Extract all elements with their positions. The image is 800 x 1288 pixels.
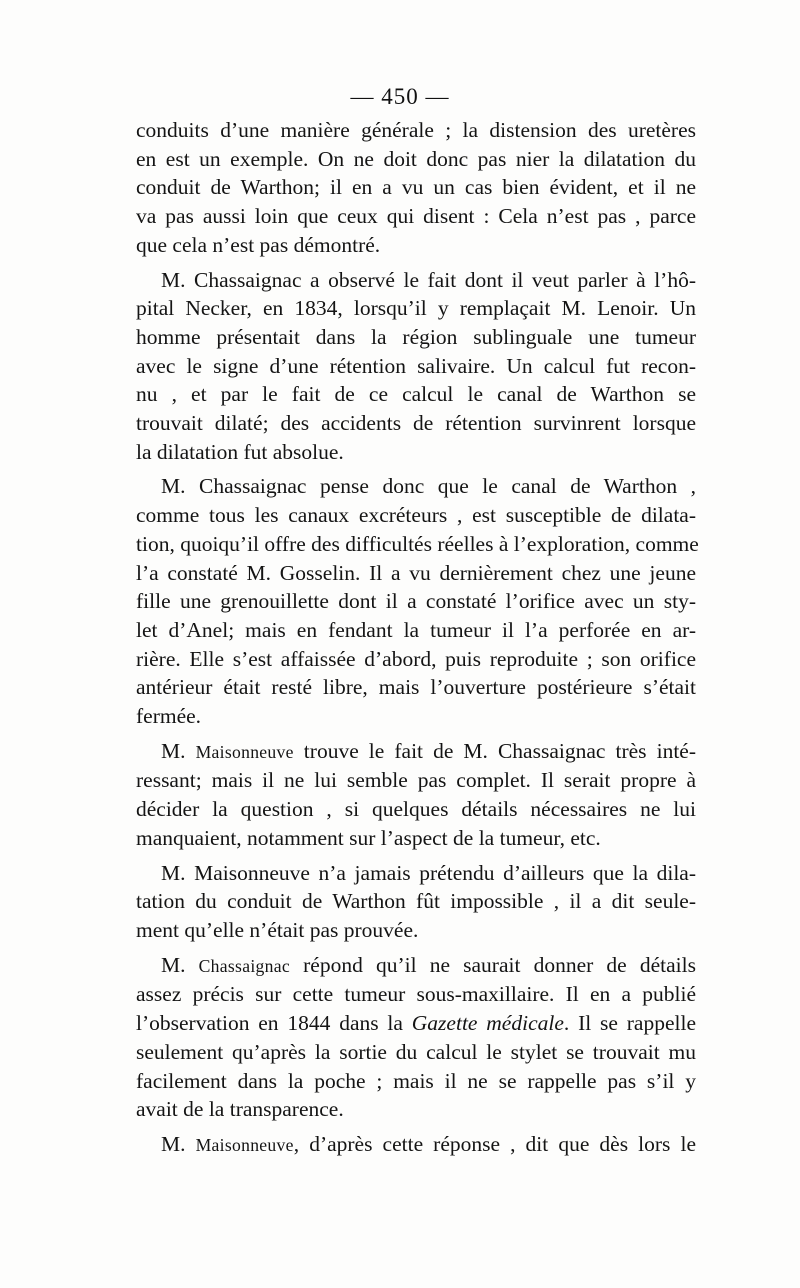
text-line: va pas aussi loin que ceux qui disent : Cela n’est pas , parce — [136, 204, 696, 229]
text-line: avait de la transparence. — [136, 1097, 344, 1122]
page-number: — 450 — — [350, 84, 450, 109]
speaker-name: Maisonneuve — [195, 1134, 294, 1155]
text-line: manquaient, notamment sur l’aspect de la tumeur, etc. — [136, 825, 601, 850]
journal-title: Gazette médicale — [411, 1011, 564, 1036]
text-line: assez précis sur cette tumeur sous-maxillaire. Il en a publié — [136, 982, 696, 1007]
speaker-text: répond qu’il ne saurait donner de détails — [289, 952, 696, 977]
text-line: que cela n’est pas démontré. — [136, 232, 381, 257]
title-prefix: M. — [161, 1131, 196, 1156]
speaker-name: Chassaignac — [198, 955, 290, 976]
paragraph-5 — [136, 859, 696, 945]
text-line: avec le signe d’une rétention salivaire. Un calcul fut recon- — [136, 353, 696, 378]
text-line — [136, 951, 696, 981]
text-line: la dilatation fut absolue. — [136, 439, 344, 464]
text-line — [136, 1009, 696, 1038]
paragraph-7 — [136, 1130, 696, 1160]
text-line: rière. Elle s’est affaissée d’abord, puis reproduite ; son orifice — [136, 646, 696, 671]
text-fragment: . Il se rappelle — [563, 1011, 697, 1036]
text-line: tion, quoiqu’il offre des difficultés réelles à l’exploration, comme — [136, 531, 699, 556]
text-line: seulement qu’après la sortie du calcul le stylet se trouvait mu — [136, 1039, 696, 1064]
text-line: M. Chassaignac a observé le fait dont il veut parler à l’hô- — [161, 267, 696, 292]
text-line: comme tous les canaux excréteurs , est susceptible de dilata- — [136, 503, 696, 528]
paragraph-2 — [136, 266, 696, 467]
text-line: antérieur était resté libre, mais l’ouverture postérieure s’était — [136, 675, 696, 700]
text-line: fille une grenouillette dont il a constaté l’orifice avec un sty- — [136, 589, 696, 614]
paragraph-1 — [136, 116, 696, 260]
text-line: tation du conduit de Warthon fût impossible , il a dit seule- — [136, 889, 696, 914]
text-line: M. Maisonneuve n’a jamais prétendu d’ailleurs que la dila- — [161, 860, 696, 885]
body-text — [136, 116, 699, 1166]
text-line: trouvait dilaté; des accidents de rétention survinrent lorsque — [136, 411, 696, 436]
speaker-text: trouve le fait de M. Chassaignac très inté- — [293, 738, 696, 763]
paragraph-3 — [136, 472, 699, 730]
text-line — [136, 1130, 696, 1160]
text-line: homme présentait dans la région sublinguale une tumeur — [136, 324, 696, 349]
text-line: fermée. — [136, 704, 202, 729]
text-line: pital Necker, en 1834, lorsqu’il y remplaçait M. Lenoir. Un — [136, 296, 696, 321]
text-line: l’a constaté M. Gosselin. Il a vu dernièrement chez une jeune — [136, 560, 696, 585]
title-prefix: M. — [161, 952, 199, 977]
paragraph-6 — [136, 951, 696, 1124]
text-line: décider la question , si quelques détails nécessaires ne lui — [136, 797, 696, 822]
text-fragment: l’observation en 1844 dans la — [136, 1011, 412, 1036]
text-line: nu , et par le fait de ce calcul le canal de Warthon se — [136, 382, 696, 407]
text-line: conduit de Warthon; il en a vu un cas bien évident, et il ne — [136, 175, 696, 200]
text-line: M. Chassaignac pense donc que le canal de Warthon , — [161, 474, 696, 499]
text-line: ment qu’elle n’était pas prouvée. — [136, 917, 419, 942]
text-line: facilement dans la poche ; mais il ne se rappelle pas s’il y — [136, 1068, 696, 1093]
speaker-text: , d’après cette réponse , dit que dès lors le — [293, 1131, 696, 1156]
text-line — [136, 737, 696, 767]
text-line: let d’Anel; mais en fendant la tumeur il l’a perforée en ar- — [136, 617, 696, 642]
text-line: conduits d’une manière générale ; la distension des uretères — [136, 118, 696, 142]
text-line: ressant; mais il ne lui semble pas complet. Il serait propre à — [136, 768, 696, 793]
title-prefix: M. — [161, 738, 196, 763]
text-line: en est un exemple. On ne doit donc pas nier la dilatation du — [136, 146, 696, 171]
speaker-name: Maisonneuve — [195, 741, 294, 762]
paragraph-4 — [136, 737, 696, 853]
